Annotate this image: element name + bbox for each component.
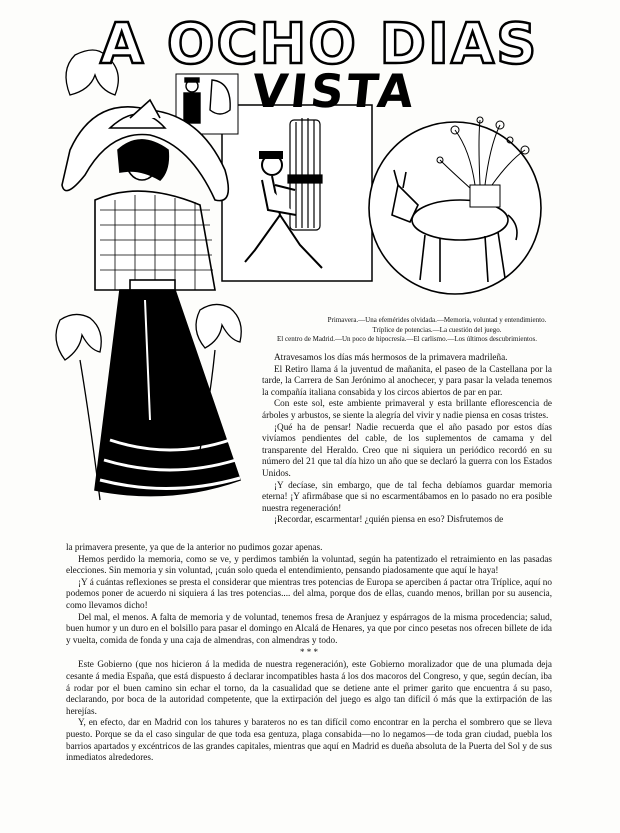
paragraph: ¡Qué ha de pensar! Nadie recuerda que el año pasado por estos días vivíamos pendientes del cable, de los suplementos de camama y del transparente del Heraldo. Creo que ni siquiera un periódico recordó en su número del 21 que tal día hizo un año que se declaró la guerra con los Estados Unidos. <box>262 421 552 478</box>
article-body <box>66 542 552 764</box>
paragraph: Este Gobierno (que nos hicieron á la medida de nuestra regeneración), este Gobierno moralizador que de una plumada deja cesante á media España, que está dispuesto á declarar incompatibles hasta á los dos macoros del Congreso, y que, según decían, iba á rodar por el buen camino sin echar el torno, da la casualidad que se detiene ante el primer garito que encuentra á su paso, declarando, por boca de la autoridad competente, que la extirpación del juego es algo tan difícil ó más que la extirpación de las herejías. <box>66 659 552 716</box>
masthead-title: A OCHO DIAS <box>100 12 539 77</box>
paragraph: ¡Y á cuántas reflexiones se presta el considerar que mientras tres potencias de Europa se aperciben á pactar otra Tríplice, aquí no podemos poner de acuerdo ni siquiera á las tres potencias.... del alma, porque dos de ellas, cuando menos, brillan por su ausencia, como llevamos dicho! <box>66 576 552 610</box>
caption-line: Tríplice de potencias.—La cuestión del juego. <box>372 325 502 334</box>
paragraph: Hemos perdido la memoria, como se ve, y perdimos también la voluntad, según ha patentizado el retraimiento en las pasadas elecciones. Sin memoria y sin voluntad, ¡cuán solo queda el entendimiento, pensando piadosamente que aquí le haya! <box>66 553 552 576</box>
paragraph: la primavera presente, ya que de la anterior no pudimos gozar apenas. <box>66 542 323 552</box>
summary-caption <box>262 316 612 345</box>
paragraph: ¡Y decíase, sin embargo, que de tal fecha debíamos guardar memoria eterna! ¡Y afirmábase que si no escarmentábamos en lo pasado no era posible nuestra regeneración! <box>262 479 552 513</box>
paragraph: Y, en efecto, dar en Madrid con los tahures y barateros no es tan difícil como encontrar en la percha el sombrero que se lleva puesto. Porque se da el caso singular de que toda esa gentuza, plaga consabida—no lo negamos—de toda gran ciudad, puebla los barrios apartados y excéntricos de las grandes capitales, mientras que aquí en Madrid es dueña absoluta de la Puerta del Sol y de sus inmediatos alrededores. <box>66 717 552 763</box>
paragraph: Atravesamos los días más hermosos de la primavera madrileña. <box>274 352 508 362</box>
article-right-column <box>262 352 552 526</box>
paragraph: Del mal, el menos. A falta de memoria y de voluntad, tenemos fresa de Aranjuez y espárragos de la misma procedencia; salud, buen humor y un duro en el bolsillo para pasar el domingo en Alcalá de Henares, ya que por cinco pesetas nos ofrecen billete de ida y vuelta, comida de fonda y una caja de almendras, con almendras y todo. <box>66 611 552 645</box>
paragraph: ¡Recordar, escarmentar! ¿quién piensa en eso? Disfrutemos de <box>274 514 504 525</box>
masthead-subtitle: VISTA <box>249 64 420 118</box>
caption-line: Primavera.—Una efemérides olvidada.—Memoria, voluntad y entendimiento. <box>327 316 547 324</box>
paragraph: Con este sol, este ambiente primaveral y esta brillante eflorescencia de árboles y arbustos, se siente la alegría del vivir y nadie piensa en cosas tristes. <box>262 398 552 420</box>
paragraph: El Retiro llama á la juventud de mañanita, el paseo de la Castellana por la tarde, la Carrera de San Jerónimo al anochecer, y para pasar la velada tenemos la compañía italiana consabida y los circos abiertos de par en par. <box>262 363 552 397</box>
lady-figure <box>62 100 240 496</box>
caption-line: El centro de Madrid.—Un poco de hipocresía.—El carlismo.—Los últimos descubrimientos. <box>277 335 537 343</box>
section-separator: * * * <box>300 647 318 658</box>
